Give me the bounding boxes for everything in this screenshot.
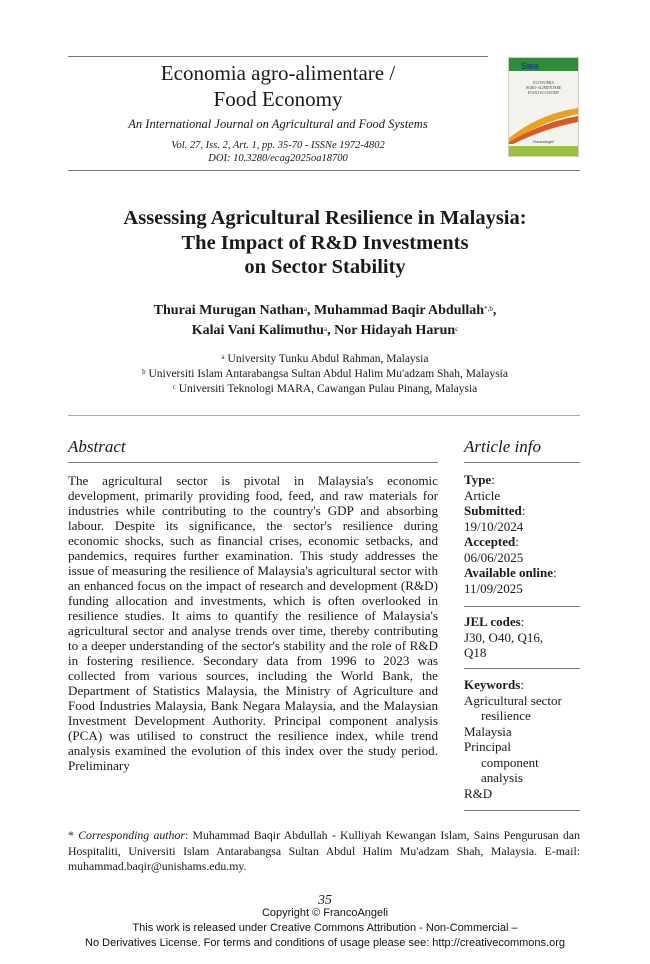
cover-swoosh-graphic: [509, 104, 578, 144]
affiliation-mark: c: [172, 383, 176, 391]
author-separator: ,: [306, 303, 314, 318]
author-name: Thurai Murugan Nathan: [153, 303, 304, 318]
header-bottom-rule: [68, 170, 580, 171]
author-name: Muhammad Baqir Abdullah: [313, 303, 485, 318]
author-affiliation-mark: c: [455, 325, 459, 333]
article-dates: [464, 472, 580, 596]
license-notice: [0, 906, 650, 951]
keyword-item-continuation: resilience: [481, 708, 531, 723]
submitted-field: Submitted:: [464, 503, 526, 518]
jel-value-line1: J30, O40, Q16,: [464, 629, 544, 645]
keyword-item: Principal: [464, 739, 511, 754]
cover-band: [509, 58, 578, 71]
accepted-value: 06/06/2025: [464, 549, 524, 565]
corresponding-author-footnote: [68, 828, 580, 875]
author-line-2: [40, 321, 610, 341]
author-affiliation-mark: a: [303, 305, 307, 313]
submitted-label: Submitted: [464, 503, 522, 518]
author-name: Nor Hidayah Harun: [334, 323, 456, 338]
available-online-value: 11/09/2025: [464, 580, 523, 596]
abstract-text: The agricultural sector is pivotal in Malaysia's economic development, primarily providing food, feed, and raw materials for industries while contributing to the country's GDP and absorbing labour. Despite its significance, the sector's resilience during economic shocks, such as financial crises, economic setbacks, and pandemics, requires further examination. This study addresses the issue of measuring the resilience of Malaysia's agricultural sector with an enhanced focus on the impact of research and development (R&D) funding allocation and investments, which is often overlooked in resilience studies. It aims to quantify the resilience of Malaysia's agricultural sector and analyse trends over time, thereby contributing to a deeper understanding of the sector's stability and the role of R&D in fostering resilience. Secondary data from 1996 to 2023 was collected from various sources, including the World Bank, the Department of Statistics Malaysia, the Ministry of Agriculture and Food Industries Malaysia, Bank Negara Malaysia, and the Malaysian Investment Development Authority. Principal component analysis (PCA) was utilised to construct the resilience index, while trend analysis examined the evolution of this index over the study period. Preliminary: [68, 473, 438, 773]
journal-subtitle: An International Journal on Agricultural and Food Systems: [128, 117, 428, 131]
affiliation-mark: a: [221, 353, 225, 361]
journal-doi: DOI: 10.3280/ecag2025oa18700: [208, 153, 348, 164]
footnote-text: : Muhammad Baqir Abdullah - Kulliyah Kewangan Islam, Sains Pengurusan dan Hospitaliti, Universiti Islam Antarabangsa Sultan Abdul Halim Mu'adzam Shah, Malaysia. E-mail: muhammad.baqir@unishams.edu.my.: [68, 828, 580, 873]
footnote-marker: *: [68, 828, 79, 842]
paper-title-line1: Assessing Agricultural Resilience in Malaysia:: [123, 207, 527, 229]
article-info-heading-rule: [464, 462, 580, 463]
footnote-label: Corresponding author: [78, 828, 185, 842]
journal-name-line1: Economia agro-alimentare /: [160, 61, 396, 85]
paper-title-line2: The Impact of R&D Investments: [181, 231, 469, 254]
license-line: This work is released under Creative Commons Attribution - Non-Commercial –: [132, 922, 518, 934]
author-name: Kalai Vani Kalimuthu: [191, 323, 324, 338]
article-info-rule: [464, 606, 580, 607]
paper-title: [40, 206, 610, 280]
keywords-label: Keywords: [464, 677, 521, 692]
jel-codes: [464, 614, 580, 661]
journal-issue: Vol. 27, Iss. 2, Art. 1, pp. 35-70 - ISSNe 1972-4802: [171, 140, 385, 151]
keyword-item-continuation: component: [481, 754, 539, 770]
author-affiliation-mark: a: [323, 325, 328, 333]
journal-name-line2: Food Economy: [213, 87, 343, 111]
type-value: Article: [464, 487, 501, 503]
license-line: No Derivatives License. For terms and conditions of usage please see: http://creativecommons.org: [85, 937, 565, 949]
type-field: Type:: [464, 472, 495, 487]
affiliation-list: [40, 352, 610, 397]
cover-title-line2: AGRO-ALIMENTARE: [525, 85, 562, 90]
jel-value-line2: Q18: [464, 645, 487, 660]
author-separator: ,: [492, 303, 497, 318]
author-separator: ,: [327, 323, 335, 338]
affiliation-mark: b: [142, 368, 146, 376]
affiliation-text: Universiti Islam Antarabangsa Sultan Abdul Halim Mu'adzam Shah, Malaysia: [148, 368, 508, 380]
author-line-1: [40, 301, 610, 321]
type-label: Type: [464, 472, 492, 487]
article-info-rule: [464, 668, 580, 669]
cover-bottom-stripe: [509, 146, 578, 156]
journal-name: [68, 60, 488, 112]
jel-field: JEL codes:: [464, 614, 525, 629]
affiliation-item: [40, 382, 610, 397]
affiliation-item: [40, 352, 610, 367]
cover-title-line3: FOOD ECONOMY: [527, 90, 560, 95]
affiliation-item: [40, 367, 610, 382]
journal-issue-info: [68, 139, 488, 165]
author-affiliation-mark: *,b: [484, 305, 493, 313]
keyword-item: Malaysia: [464, 723, 512, 739]
accepted-field: Accepted:: [464, 534, 519, 549]
cover-title: [513, 80, 574, 95]
accepted-label: Accepted: [464, 534, 516, 549]
available-online-label: Available online: [464, 565, 553, 580]
copyright-line: Copyright © FrancoAngeli: [261, 907, 389, 919]
article-info-heading: Article info: [464, 437, 541, 456]
keywords: [464, 677, 580, 801]
cover-title-line1: ECONOMIA: [533, 80, 554, 85]
header-top-rule: [68, 56, 488, 57]
keyword-item: Agricultural sector: [464, 692, 562, 708]
page-number: 35: [318, 893, 332, 908]
affiliation-text: University Tunku Abdul Rahman, Malaysia: [227, 353, 429, 365]
available-online-field: Available online:: [464, 565, 557, 580]
cover-logo: Siea: [521, 61, 539, 71]
journal-cover-image: [508, 57, 579, 157]
keyword-item: R&D: [464, 785, 493, 801]
affiliation-text: Universiti Teknologi MARA, Cawangan Pulau Pinang, Malaysia: [178, 383, 478, 395]
jel-label: JEL codes: [464, 614, 521, 629]
section-divider-rule: [68, 415, 580, 416]
keywords-field: Keywords:: [464, 677, 524, 692]
article-info-bottom-rule: [464, 810, 580, 811]
keyword-item-continuation: analysis: [481, 770, 523, 785]
paper-title-line3: on Sector Stability: [244, 256, 406, 278]
author-list: [40, 301, 610, 341]
abstract-heading: Abstract: [68, 437, 126, 456]
cover-publisher: FrancoAngeli: [533, 140, 554, 144]
submitted-value: 19/10/2024: [464, 518, 524, 534]
abstract-heading-rule: [68, 462, 438, 463]
